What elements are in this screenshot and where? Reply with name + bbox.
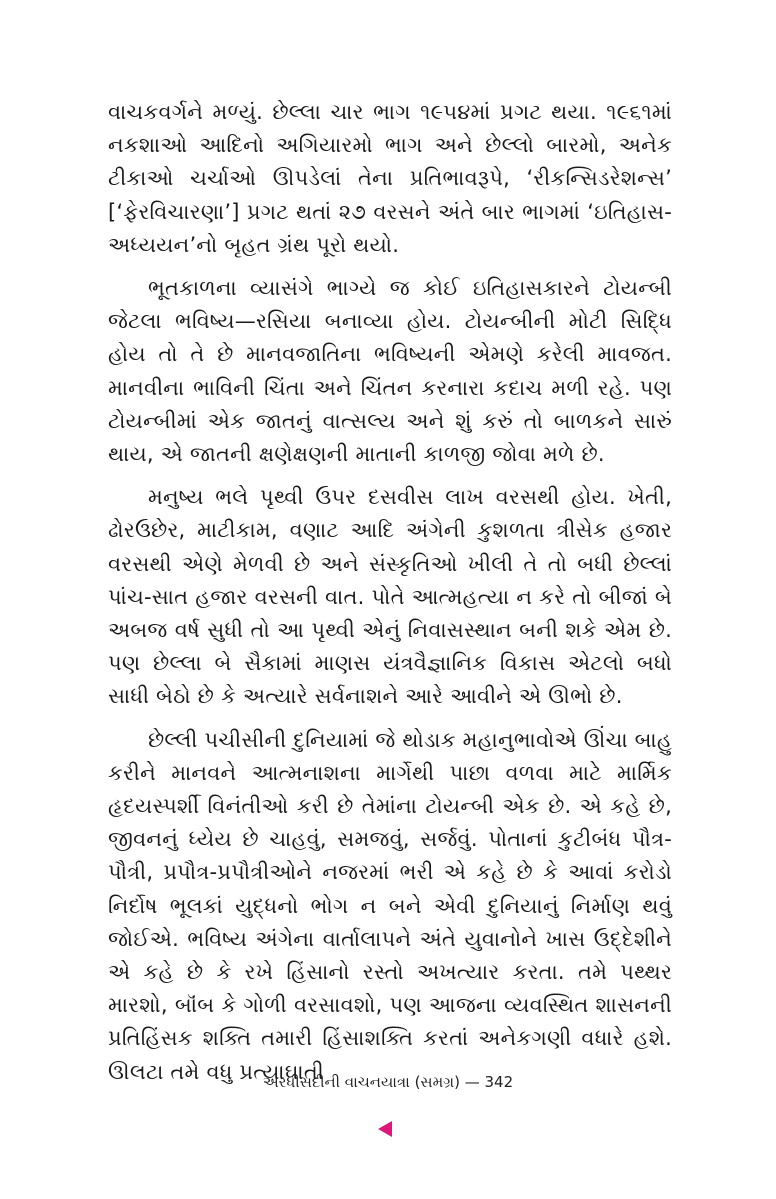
paragraph-1: વાચકવર્ગને મળ્યું. છેલ્લા ચાર ભાગ ૧૯૫૪માં પ્રગટ થયા. ૧૯૬૧માં નકશાઓ આદિનો અગિયારમો ભાગ અને છેલ્લો બારમો, અનેક ટીકાઓ ચર્ચાઓ ઊપડેલાં તેના પ્રતિભાવરૂપે, ‘રીકન્સિડરેશન્સ’ [‘ફેરવિચારણા’] પ્રગટ થતાં ૨૭ વરસને અંતે બાર ભાગમાં ‘ઇતિહાસ-અધ્યયન’નો બૃહત ગ્રંથ પૂરો થયો. xyxy=(108,100,672,257)
paragraph-4: છેલ્લી પચીસીની દુનિયામાં જે થોડાક મહાનુભાવોએ ઊંચા બાહુ કરીને માનવને આત્મનાશના માર્ગેથી પાછા વળવા માટે માર્મિક હૃદયસ્પર્શી વિનંતીઓ કરી છે તેમાંના ટોયન્બી એક છે. એ કહે છે, જીવનનું ધ્યેય છે ચાહવું, સમજવું, સર્જવું. પોતાનાં કુટીબંધ પૌત્ર-પૌત્રી, પ્રપૌત્ર-પ્રપૌત્રીઓને નજરમાં ભરી એ કહે છે કે આવાં કરોડો નિર્દોષ ભૂલકાં યુદ્ધનો ભોગ ન બને એવી દુનિયાનું નિર્માણ થવું જોઈએ. ભવિષ્ય અંગેના વાર્તાલાપને અંતે યુવાનોને ખાસ ઉદ્દેશીને એ કહે છે કે રખે હિંસાનો રસ્તો અખત્યાર કરતા. તમે પથ્થર મારશો, બૉંબ કે ગોળી વરસાવશો, પણ આજના વ્યવસ્થિત શાસનની પ્રતિહિંસક શક્તિ તમારી હિંસાશક્તિ કરતાં અનેકગણી વધારે હશે. ઊલટા તમે વધુ પ્રત્યાઘાતી xyxy=(108,727,673,1084)
page-body xyxy=(108,96,672,1099)
paragraph-2: ભૂતકાળના વ્યાસંગે ભાગ્યે જ કોઈ ઇતિહાસકારને ટોયન્બી જેટલા ભવિષ્ય—રસિયા બનાવ્યા હોય. ટોયન્બીની મોટી સિદ્ધિ હોય તો તે છે માનવજાતિના ભવિષ્યની એમણે કરેલી માવજત. માનવીના ભાવિની ચિંતા અને ચિંતન કરનારા કદાચ મળી રહે. પણ ટોયન્બીમાં એક જાતનું વાત્સલ્ય અને શું કરું તો બાળકને સારું થાય, એ જાતની ક્ષણેક્ષણની માતાની કાળજી જોવા મળે છે. xyxy=(108,276,672,467)
paragraph-3: મનુષ્ય ભલે પૃથ્વી ઉપર દસવીસ લાખ વરસથી હોય. ખેતી, ઢોરઉછેર, માટીકામ, વણાટ આદિ અંગેની કુશળતા ત્રીસેક હજાર વરસથી એણે મેળવી છે અને સંસ્કૃતિઓ ખીલી તે તો બધી છેલ્લાં પાંચ-સાત હજાર વરસની વાત. પોતે આત્મહત્યા ન કરે તો બીજાં બે અબજ વર્ષ સુધી તો આ પૃથ્વી એનું નિવાસસ્થાન બની શકે એમ છે. પણ છેલ્લા બે સૈકામાં માણસ યંત્રવૈજ્ઞાનિક વિકાસ એટલો બધો સાધી બેઠો છે કે અત્યારે સર્વનાશને આરે આવીને એ ઊભો છે. xyxy=(108,485,672,709)
page-footer: અરધીસદીની વાચનયાત્રા (સમગ્ર) — 342 xyxy=(262,1073,514,1091)
previous-page-arrow-icon[interactable] xyxy=(378,1121,392,1137)
